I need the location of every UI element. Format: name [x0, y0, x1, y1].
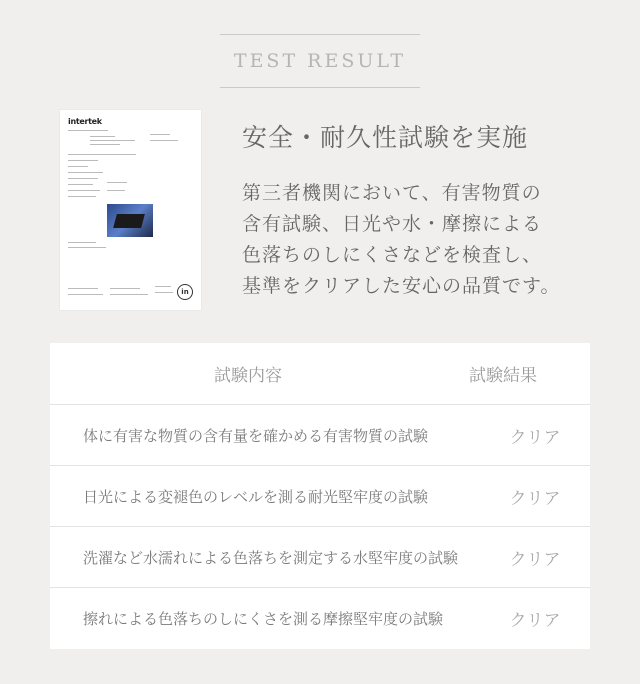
- test-name: 体に有害な物質の含有量を確かめる有害物質の試験: [83, 427, 429, 445]
- table-row: [50, 526, 590, 588]
- table-row: [50, 465, 590, 527]
- results-table: [50, 343, 590, 649]
- test-result: クリア: [509, 489, 561, 509]
- test-certificate-image: [60, 110, 201, 310]
- test-name: 日光による変褪色のレベルを測る耐光堅牢度の試験: [83, 488, 429, 506]
- table-row: [50, 587, 590, 649]
- table-header-row: [50, 343, 590, 404]
- header-test-content: 試験内容: [214, 366, 282, 386]
- description: [242, 178, 632, 302]
- intertek-logo: intertek: [68, 117, 102, 126]
- description-line: 基準をクリアした安心の品質です。: [242, 275, 561, 297]
- test-name: 擦れによる色落ちのしにくさを測る摩擦堅牢度の試験: [83, 610, 444, 628]
- description-line: 色落ちのしにくさなどを検査し、: [242, 244, 543, 266]
- description-line: 含有試験、日光や水・摩擦による: [242, 213, 543, 235]
- header-test-result: 試験結果: [469, 366, 537, 386]
- product-photo: [107, 204, 153, 237]
- section-header: [220, 34, 420, 88]
- test-result: クリア: [509, 550, 561, 570]
- test-result: クリア: [509, 428, 561, 448]
- table-row: [50, 404, 590, 466]
- main-title: 安全・耐久性試験を実施: [242, 123, 529, 152]
- description-line: 第三者機関において、有害物質の: [242, 182, 542, 204]
- test-name: 洗濯など水濡れによる色落ちを測定する水堅牢度の試験: [83, 549, 459, 567]
- test-result: クリア: [509, 611, 561, 631]
- intertek-seal: in: [177, 284, 193, 300]
- section-title: TEST RESULT: [233, 50, 407, 72]
